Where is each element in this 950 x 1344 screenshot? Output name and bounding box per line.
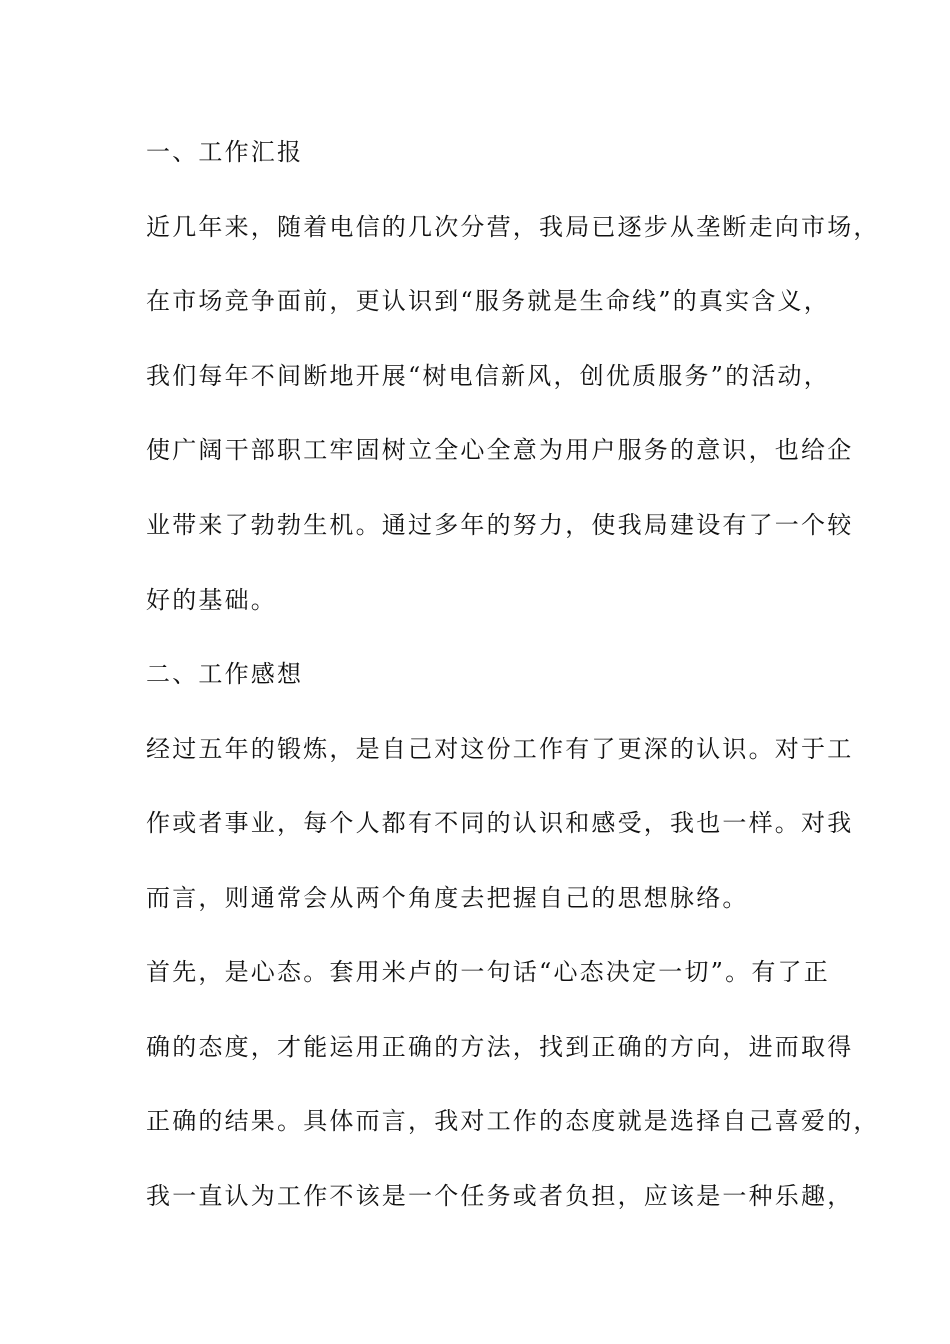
text-line: 首先，是心态。套用米卢的一句话“心态决定一切”。有了正 [146,958,830,986]
text-line: 好的基础。 [146,586,277,614]
section-heading-work-report: 一、工作汇报 [146,138,304,166]
text-line: 正确的结果。具体而言，我对工作的态度就是选择自己喜爱的， [146,1107,880,1135]
text-line: 在市场竞争面前，更认识到“服务就是生命线”的真实含义， [146,287,830,315]
text-line: 业带来了勃勃生机。通过多年的努力，使我局建设有了一个较 [146,511,854,539]
text-line: 使广阔干部职工牢固树立全心全意为用户服务的意识，也给企 [146,436,854,464]
text-line: 我们每年不间断地开展“树电信新风，创优质服务”的活动， [146,362,830,390]
text-line: 近几年来，随着电信的几次分营，我局已逐步从垄断走向市场， [146,213,880,241]
section-heading-work-reflections: 二、工作感想 [146,660,304,688]
text-line: 经过五年的锻炼，是自己对这份工作有了更深的认识。对于工 [146,735,854,763]
text-line: 我一直认为工作不该是一个任务或者负担，应该是一种乐趣， [146,1182,854,1210]
text-line: 确的态度，才能运用正确的方法，找到正确的方向，进而取得 [146,1033,854,1061]
text-line: 而言，则通常会从两个角度去把握自己的思想脉络。 [146,884,749,912]
text-line: 作或者事业，每个人都有不同的认识和感受，我也一样。对我 [146,809,854,837]
